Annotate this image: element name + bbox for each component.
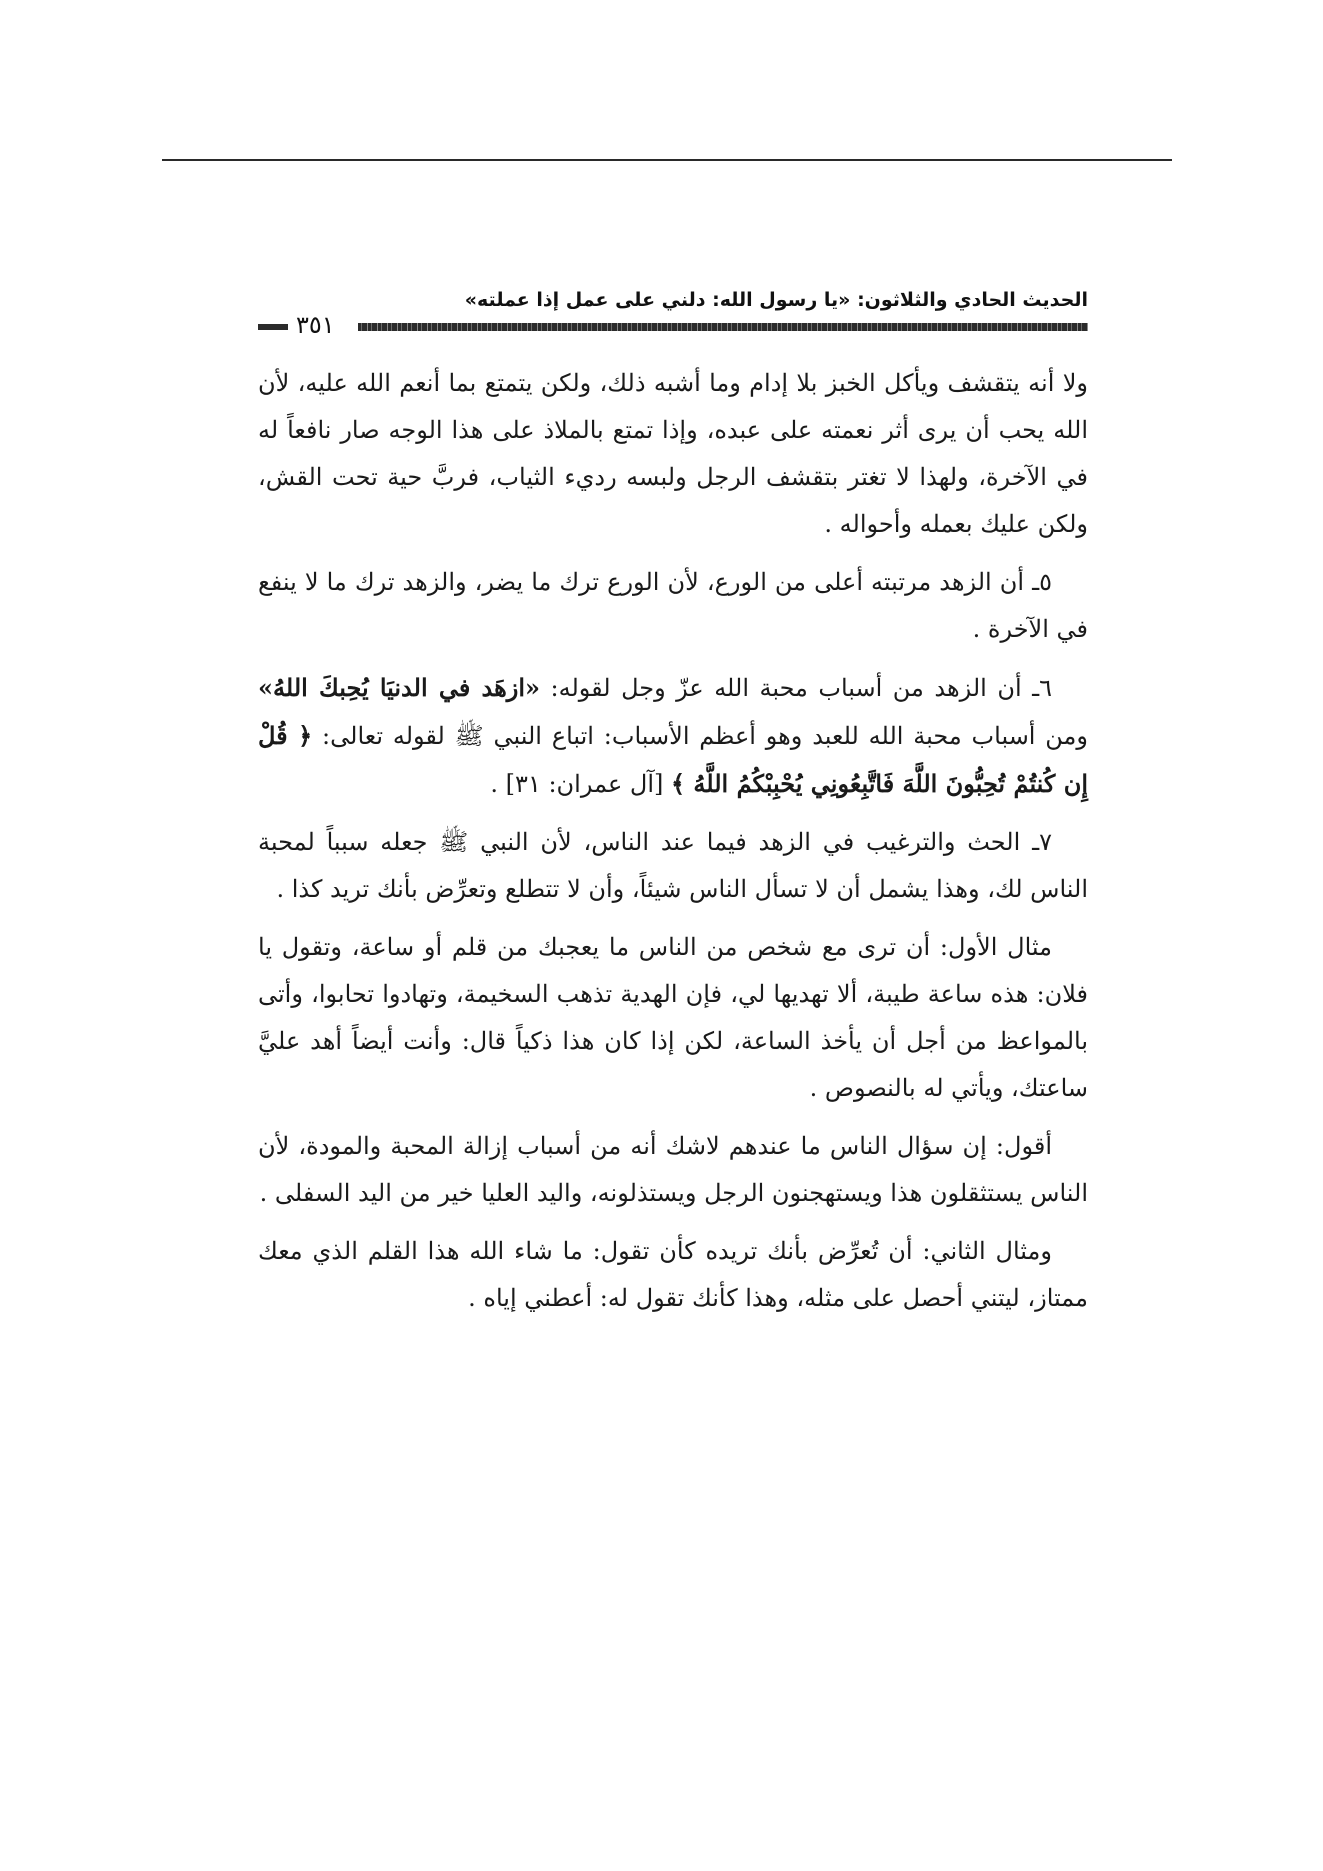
header-ornament-band: [358, 323, 1088, 331]
paragraph-2: ٥ـ أن الزهد مرتبته أعلى من الورع، لأن الورع ترك ما يضر، والزهد ترك ما لا ينفع في الآخرة .: [258, 568, 1088, 643]
paragraph-5: مثال الأول: أن ترى مع شخص من الناس ما يعجبك من قلم أو ساعة، وتقول يا فلان: هذه ساعة طيبة، ألا تهديها لي، فإن الهدية تذهب السخيمة، وتهادوا تحابوا، وأتى بالمواعظ من أجل أن يأخذ الساعة، لكن إذا كان هذا ذكياً قال: وأنت أيضاً أهد عليَّ ساعتك، ويأتي له بالنصوص .: [258, 933, 1088, 1102]
quran-verse: ﴿ قُلْ إِن كُنتُمْ تُحِبُّونَ اللَّهَ فَاتَّبِعُونِي يُحْبِبْكُمُ اللَّهُ ﴾: [258, 721, 1088, 798]
top-rule: [162, 159, 1172, 161]
header-ornament: [258, 324, 288, 330]
page-number: ٣٥١: [296, 311, 335, 339]
header-title: الحديث الحادي والثلاثون: «يا رسول الله: دلني على عمل إذا عملته»: [464, 289, 1088, 311]
paragraph-1: ولا أنه يتقشف ويأكل الخبز بلا إدام وما أشبه ذلك، ولكن يتمتع بما أنعم الله عليه، لأن الله يحب أن يرى أثر نعمته على عبده، وإذا تمتع بالملاذ على هذا الوجه صار نافعاً له في الآخرة، ولهذا لا تغتر بتقشف الرجل ولبسه رديء الثياب، فربَّ حية تحت القش، ولكن عليك بعمله وأحواله .: [258, 369, 1088, 538]
verse-citation: [آل عمران: ٣١] .: [490, 770, 671, 798]
paragraph-3-middle: ومن أسباب محبة الله للعبد وهو أعظم الأسباب: اتباع النبي ﷺ لقوله تعالى:: [312, 722, 1088, 750]
hadith-quote: «ازهَد في الدنيَا يُحِبكَ اللهُ»: [258, 673, 541, 702]
paragraph-4: ٧ـ الحث والترغيب في الزهد فيما عند الناس، لأن النبي ﷺ جعله سبباً لمحبة الناس لك، وهذا يشمل أن لا تسأل الناس شيئاً، وأن لا تتطلع وتعرِّض بأنك تريد كذا .: [258, 828, 1088, 903]
running-header: [258, 285, 1088, 340]
body-text: [258, 360, 1088, 1333]
paragraph-3-intro: ٦ـ أن الزهد من أسباب محبة الله عزّ وجل لقوله:: [540, 674, 1053, 702]
header-band: [258, 311, 1088, 339]
paragraph-6: أقول: إن سؤال الناس ما عندهم لاشك أنه من أسباب إزالة المحبة والمودة، لأن الناس يستثقلون هذا ويستهجنون الرجل ويستذلونه، واليد العليا خير من اليد السفلى .: [258, 1132, 1088, 1207]
paragraph-7: ومثال الثاني: أن تُعرِّض بأنك تريده كأن تقول: ما شاء الله هذا القلم الذي معك ممتاز، ليتني أحصل على مثله، وهذا كأنك تقول له: أعطني إياه .: [258, 1237, 1088, 1312]
paragraph-3: [258, 664, 1088, 808]
